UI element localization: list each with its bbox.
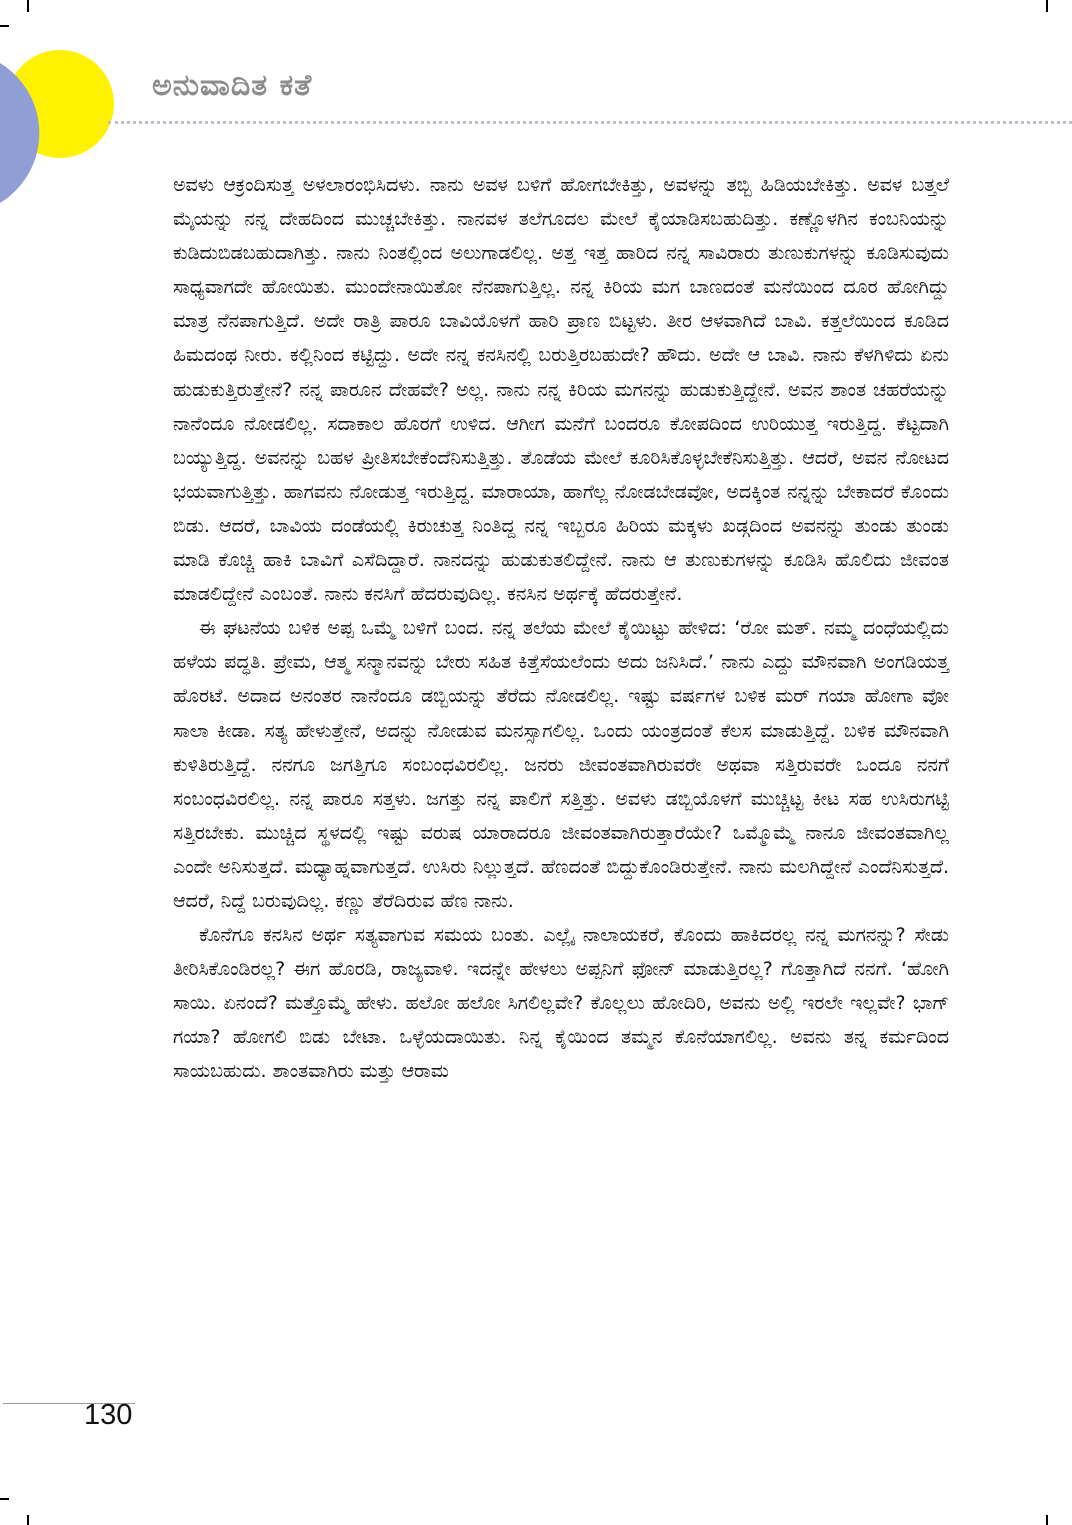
story-text: [173, 168, 949, 1089]
page-number: 130: [84, 1399, 133, 1431]
crop-mark-left-lower: [0, 1498, 9, 1500]
header-dotted-rule: [108, 121, 1072, 124]
paragraph-1: ಅವಳು ಆಕ್ರಂದಿಸುತ್ತ ಅಳಲಾರಂಭಿಸಿದಳು. ನಾನು ಅವಳ ಬಳಿಗೆ ಹೋಗಬೇಕಿತ್ತು, ಅವಳನ್ನು ತಬ್ಬಿ ಹಿಡಿಯಬೇಕಿತ್ತು. ಅವಳ ಬತ್ತಲೆ ಮೈಯನ್ನು ನನ್ನ ದೇಹದಿಂದ ಮುಚ್ಚಬೇಕಿತ್ತು. ನಾನವಳ ತಲೆಗೂದಲ ಮೇಲೆ ಕೈಯಾಡಿಸಬಹುದಿತ್ತು. ಕಣ್ಣೊಳಗಿನ ಕಂಬನಿಯನ್ನು ಕುಡಿದುಬಿಡಬಹುದಾಗಿತ್ತು. ನಾನು ನಿಂತಲ್ಲಿಂದ ಅಲುಗಾಡಲಿಲ್ಲ. ಅತ್ತ ಇತ್ತ ಹಾರಿದ ನನ್ನ ಸಾವಿರಾರು ತುಣುಕುಗಳನ್ನು ಕೂಡಿಸುವುದು ಸಾಧ್ಯವಾಗದೇ ಹೋಯಿತು. ಮುಂದೇನಾಯಿತೋ ನೆನಪಾಗುತ್ತಿಲ್ಲ. ನನ್ನ ಕಿರಿಯ ಮಗ ಬಾಣದಂತೆ ಮನೆಯಿಂದ ದೂರ ಹೋಗಿದ್ದು ಮಾತ್ರ ನೆನಪಾಗುತ್ತಿದೆ. ಅದೇ ರಾತ್ರಿ ಪಾರೂ ಬಾವಿಯೊಳಗೆ ಹಾರಿ ಪ್ರಾಣ ಬಿಟ್ಟಳು. ತೀರ ಆಳವಾಗಿದೆ ಬಾವಿ. ಕತ್ತಲೆಯಿಂದ ಕೂಡಿದ ಹಿಮದಂಥ ನೀರು. ಕಲ್ಲಿನಿಂದ ಕಟ್ಟಿದ್ದು. ಅದೇ ನನ್ನ ಕನಸಿನಲ್ಲಿ ಬರುತ್ತಿರಬಹುದೇ? ಹೌದು. ಅದೇ ಆ ಬಾವಿ. ನಾನು ಕೆಳಗಿಳಿದು ಏನು ಹುಡುಕುತ್ತಿರುತ್ತೇನೆ? ನನ್ನ ಪಾರೂನ ದೇಹವೇ? ಅಲ್ಲ. ನಾನು ನನ್ನ ಕಿರಿಯ ಮಗನನ್ನು ಹುಡುಕುತ್ತಿದ್ದೇನೆ. ಅವನ ಶಾಂತ ಚಹರೆಯನ್ನು ನಾನೆಂದೂ ನೋಡಲಿಲ್ಲ. ಸದಾಕಾಲ ಹೊರಗೆ ಉಳಿದ. ಆಗೀಗ ಮನೆಗೆ ಬಂದರೂ ಕೋಪದಿಂದ ಉರಿಯುತ್ತ ಇರುತ್ತಿದ್ದ. ಕೆಟ್ಟದಾಗಿ ಬಯ್ಯುತ್ತಿದ್ದ. ಅವನನ್ನು ಬಹಳ ಪ್ರೀತಿಸಬೇಕೆಂದೆನಿಸುತ್ತಿತ್ತು. ತೊಡೆಯ ಮೇಲೆ ಕೂರಿಸಿಕೊಳ್ಳಬೇಕೆನಿಸುತ್ತಿತ್ತು. ಆದರೆ, ಅವನ ನೋಟದ ಭಯವಾಗುತ್ತಿತ್ತು. ಹಾಗವನು ನೋಡುತ್ತ ಇರುತ್ತಿದ್ದ. ಮಾರಾಯಾ, ಹಾಗೆಲ್ಲ ನೋಡಬೇಡವೋ, ಅದಕ್ಕಿಂತ ನನ್ನನ್ನು ಬೇಕಾದರೆ ಕೊಂದು ಬಿಡು. ಆದರೆ, ಬಾವಿಯ ದಂಡೆಯಲ್ಲಿ ಕಿರುಚುತ್ತ ನಿಂತಿದ್ದ ನನ್ನ ಇಬ್ಬರೂ ಹಿರಿಯ ಮಕ್ಕಳು ಖಡ್ಗದಿಂದ ಅವನನ್ನು ತುಂಡು ತುಂಡು ಮಾಡಿ ಕೊಚ್ಚಿ ಹಾಕಿ ಬಾವಿಗೆ ಎಸೆದಿದ್ದಾರೆ. ನಾನದನ್ನು ಹುಡುಕುತಲಿದ್ದೇನೆ. ನಾನು ಆ ತುಣುಕುಗಳನ್ನು ಕೂಡಿಸಿ ಹೊಲಿದು ಜೀವಂತ ಮಾಡಲಿದ್ದೇನೆ ಎಂಬಂತೆ. ನಾನು ಕನಸಿಗೆ ಹೆದರುವುದಿಲ್ಲ. ಕನಸಿನ ಅರ್ಥಕ್ಕೆ ಹೆದರುತ್ತೇನೆ.: [173, 174, 949, 606]
crop-mark-bottom-left: [27, 1515, 29, 1525]
crop-mark-bottom-right: [1046, 1515, 1048, 1525]
crop-mark-top-left: [27, 0, 29, 12]
paragraph-3: ಕೊನೆಗೂ ಕನಸಿನ ಅರ್ಥ ಸತ್ಯವಾಗುವ ಸಮಯ ಬಂತು. ಎಲ್ಲೈ ನಾಲಾಯಕರೆ, ಕೊಂದು ಹಾಕಿದರಲ್ಲ ನನ್ನ ಮಗನನ್ನು? ಸೇಡು ತೀರಿಸಿಕೊಂಡಿರಲ್ಲ? ಈಗ ಹೊರಡಿ, ರಾಜ್ಯವಾಳಿ. ಇದನ್ನೇ ಹೇಳಲು ಅಪ್ಪನಿಗೆ ಫೋನ್ ಮಾಡುತ್ತಿರಲ್ಲ? ಗೊತ್ತಾಗಿದೆ ನನಗೆ. ‘ಹೋಗಿ ಸಾಯಿ. ಏನಂದೆ? ಮತ್ತೊಮ್ಮೆ ಹೇಳು. ಹಲೋ ಹಲೋ ಸಿಗಲಿಲ್ಲವೇ? ಕೊಲ್ಲಲು ಹೋದಿರಿ, ಅವನು ಅಲ್ಲಿ ಇರಲೇ ಇಲ್ಲವೇ? ಭಾಗ್ ಗಯಾ? ಹೋಗಲಿ ಬಿಡು ಬೇಟಾ. ಒಳ್ಳೆಯದಾಯಿತು. ನಿನ್ನ ಕೈಯಿಂದ ತಮ್ಮನ ಕೊನೆಯಾಗಲಿಲ್ಲ. ಅವನು ತನ್ನ ಕರ್ಮದಿಂದ ಸಾಯಬಹುದು. ಶಾಂತವಾಗಿರು ಮತ್ತು ಆರಾಮ: [173, 924, 949, 1083]
crop-mark-top-right: [1046, 0, 1048, 12]
decorative-circles-graphic: [0, 40, 140, 210]
paragraph-2: ಈ ಘಟನೆಯ ಬಳಿಕ ಅಪ್ಪ ಒಮ್ಮೆ ಬಳಿಗೆ ಬಂದ. ನನ್ನ ತಲೆಯ ಮೇಲೆ ಕೈಯಿಟ್ಟು ಹೇಳಿದ: ‘ರೋ ಮತ್. ನಮ್ಮ ದಂಧೆಯಲ್ಲಿದು ಹಳೆಯ ಪದ್ಧತಿ. ಪ್ರೇಮ, ಆತ್ಮ ಸನ್ಮಾನವನ್ನು ಬೇರು ಸಹಿತ ಕಿತ್ತೆಸೆಯಲೆಂದು ಅದು ಜನಿಸಿದೆ.’ ನಾನು ಎದ್ದು ಮೌನವಾಗಿ ಅಂಗಡಿಯತ್ತ ಹೊರಟೆ. ಅದಾದ ಅನಂತರ ನಾನೆಂದೂ ಡಬ್ಬಿಯನ್ನು ತೆರೆದು ನೋಡಲಿಲ್ಲ. ಇಷ್ಟು ವರ್ಷಗಳ ಬಳಿಕ ಮರ್ ಗಯಾ ಹೋಗಾ ವೋ ಸಾಲಾ ಕೀಡಾ. ಸತ್ಯ ಹೇಳುತ್ತೇನೆ, ಅದನ್ನು ನೋಡುವ ಮನಸ್ಸಾಗಲಿಲ್ಲ. ಒಂದು ಯಂತ್ರದಂತೆ ಕೆಲಸ ಮಾಡುತ್ತಿದ್ದೆ. ಬಳಿಕ ಮೌನವಾಗಿ ಕುಳಿತಿರುತ್ತಿದ್ದೆ. ನನಗೂ ಜಗತ್ತಿಗೂ ಸಂಬಂಧವಿರಲಿಲ್ಲ. ಜನರು ಜೀವಂತವಾಗಿರುವರೇ ಅಥವಾ ಸತ್ತಿರುವರೇ ಒಂದೂ ನನಗೆ ಸಂಬಂಧವಿರಲಿಲ್ಲ. ನನ್ನ ಪಾರೂ ಸತ್ತಳು. ಜಗತ್ತು ನನ್ನ ಪಾಲಿಗೆ ಸತ್ತಿತ್ತು. ಅವಳು ಡಬ್ಬಿಯೊಳಗೆ ಮುಚ್ಚಿಟ್ಟ ಕೀಟ ಸಹ ಉಸಿರುಗಟ್ಟಿ ಸತ್ತಿರಬೇಕು. ಮುಚ್ಚಿದ ಸ್ಥಳದಲ್ಲಿ ಇಷ್ಟು ವರುಷ ಯಾರಾದರೂ ಜೀವಂತವಾಗಿರುತ್ತಾರೆಯೇ? ಒಮ್ಮೊಮ್ಮೆ ನಾನೂ ಜೀವಂತವಾಗಿಲ್ಲ ಎಂದೇ ಅನಿಸುತ್ತದೆ. ಮಧ್ಯಾಹ್ನವಾಗುತ್ತದೆ. ಉಸಿರು ನಿಲ್ಲುತ್ತದೆ. ಹೆಣದಂತೆ ಬಿದ್ದುಕೊಂಡಿರುತ್ತೇನೆ. ನಾನು ಮಲಗಿದ್ದೇನೆ ಎಂದೆನಿಸುತ್ತದೆ. ಆದರೆ, ನಿದ್ದೆ ಬರುವುದಿಲ್ಲ. ಕಣ್ಣು ತೆರೆದಿರುವ ಹೆಣ ನಾನು.: [173, 617, 949, 912]
crop-mark-left-upper: [0, 25, 9, 27]
section-title: ಅನುವಾದಿತ ಕತೆ: [152, 68, 313, 103]
